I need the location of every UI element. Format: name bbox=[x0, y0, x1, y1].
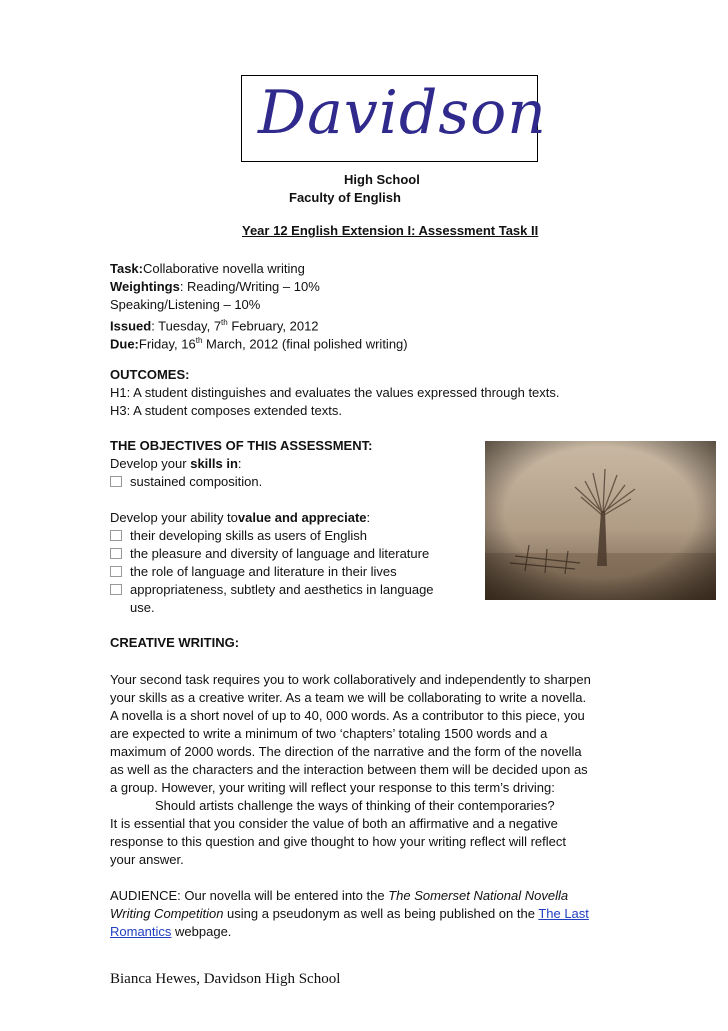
bullet-icon bbox=[110, 476, 122, 487]
ability-item-text: the pleasure and diversity of language and literature bbox=[130, 546, 430, 561]
issued-value-end: February, 2012 bbox=[227, 318, 319, 334]
weightings-line-2: Speaking/Listening – 10% bbox=[110, 297, 261, 312]
ability-list-item bbox=[110, 581, 434, 599]
paragraph-line: It is essential that you consider the value of both an affirmative and a negative bbox=[110, 816, 558, 831]
audience-line-3 bbox=[110, 923, 231, 941]
develop-post: : bbox=[237, 456, 242, 471]
paragraph-line: maximum of 2000 words. The direction of the narrative and the form of the novella bbox=[110, 744, 582, 759]
misty-tree-photo bbox=[485, 441, 716, 600]
due-label: Due: bbox=[110, 336, 139, 352]
bullet-icon bbox=[110, 548, 122, 559]
bullet-icon bbox=[110, 566, 122, 577]
task-label: Task: bbox=[110, 261, 143, 276]
weightings-label: Weightings bbox=[110, 279, 180, 294]
ability-item-text: their developing skills as users of English bbox=[130, 528, 368, 543]
ability-item-text: the role of language and literature in their lives bbox=[130, 564, 397, 579]
audience-text: AUDIENCE: Our novella will be entered into the bbox=[110, 888, 389, 903]
faculty-name: Faculty of English bbox=[289, 190, 401, 205]
outcome-h1: H1: A student distinguishes and evaluates the values expressed through texts. bbox=[110, 385, 560, 400]
due-line bbox=[110, 332, 408, 353]
paragraph-line: are expected to write a minimum of two ‘chapters’ totaling 1500 words and a bbox=[110, 726, 548, 741]
ability-bold: value and appreciate bbox=[237, 510, 367, 525]
ability-item-continuation: use. bbox=[130, 600, 155, 615]
paragraph-line: Your second task requires you to work collaboratively and independently to sharpen bbox=[110, 672, 591, 687]
paragraph-line: as well as the characters and the interaction between them will be decided upon as bbox=[110, 762, 588, 777]
audience-text-end: webpage. bbox=[171, 924, 232, 939]
ability-item-text: appropriateness, subtlety and aesthetics in language bbox=[130, 582, 434, 597]
develop-skills-line bbox=[110, 455, 242, 473]
audience-line-1 bbox=[110, 887, 568, 905]
issued-value: : Tuesday, 7 bbox=[151, 318, 222, 334]
ability-pre: Develop your ability to bbox=[110, 510, 238, 525]
audience-line-2 bbox=[110, 905, 589, 923]
logo-box bbox=[241, 75, 547, 162]
task-value: Collaborative novella writing bbox=[143, 261, 305, 276]
paragraph-line: your answer. bbox=[110, 852, 184, 867]
weightings-line bbox=[110, 278, 320, 296]
objectives-heading: THE OBJECTIVES OF THIS ASSESSMENT: bbox=[110, 438, 373, 453]
creative-writing-heading: CREATIVE WRITING: bbox=[110, 635, 240, 650]
bullet-icon bbox=[110, 530, 122, 541]
issued-label: Issued bbox=[110, 318, 152, 334]
outcomes-heading: OUTCOMES: bbox=[110, 367, 190, 382]
page-footer: Bianca Hewes, Davidson High School bbox=[110, 971, 341, 987]
due-value-end: March, 2012 (final polished writing) bbox=[202, 336, 408, 352]
page-title: Year 12 English Extension I: Assessment Task II bbox=[242, 223, 539, 238]
paragraph-line: your skills as a creative writer. As a team we will be collaborating to write a novella. bbox=[110, 690, 587, 705]
bullet-icon bbox=[110, 584, 122, 595]
audience-text-mid: using a pseudonym as well as being published on the bbox=[223, 906, 539, 921]
develop-ability-line bbox=[110, 509, 370, 527]
competition-name-cont: Writing Competition bbox=[110, 906, 224, 921]
weightings-value: : Reading/Writing – 10% bbox=[179, 279, 320, 294]
school-name: High School bbox=[344, 172, 420, 187]
skill-item-text: sustained composition. bbox=[130, 474, 263, 489]
ability-list-item bbox=[110, 527, 367, 545]
logo-wordmark: Davidson bbox=[258, 78, 547, 148]
due-value: Friday, 16 bbox=[138, 336, 196, 352]
due-sup: th bbox=[195, 336, 203, 345]
develop-bold: skills in bbox=[190, 456, 238, 471]
driving-question: Should artists challenge the ways of thinking of their contemporaries? bbox=[155, 798, 555, 813]
last-romantics-link-cont[interactable]: Romantics bbox=[110, 924, 172, 939]
paragraph-line: A novella is a short novel of up to 40, 000 words. As a contributor to this piece, you bbox=[110, 708, 585, 723]
photo-artwork bbox=[485, 441, 716, 600]
paragraph-line: response to this question and give thought to how your writing reflect will reflect bbox=[110, 834, 566, 849]
ability-list-item bbox=[110, 563, 397, 581]
outcome-h3: H3: A student composes extended texts. bbox=[110, 403, 342, 418]
ability-list-item bbox=[110, 545, 429, 563]
last-romantics-link[interactable]: The Last bbox=[538, 906, 589, 921]
paragraph-line: a group. However, your writing will reflect your response to this term’s driving: bbox=[110, 780, 555, 795]
task-line bbox=[110, 260, 305, 278]
competition-name: The Somerset National Novella bbox=[388, 888, 569, 903]
skill-list-item bbox=[110, 473, 262, 491]
issued-sup: th bbox=[221, 318, 228, 327]
ability-post: : bbox=[366, 510, 371, 525]
develop-pre: Develop your bbox=[110, 456, 191, 471]
